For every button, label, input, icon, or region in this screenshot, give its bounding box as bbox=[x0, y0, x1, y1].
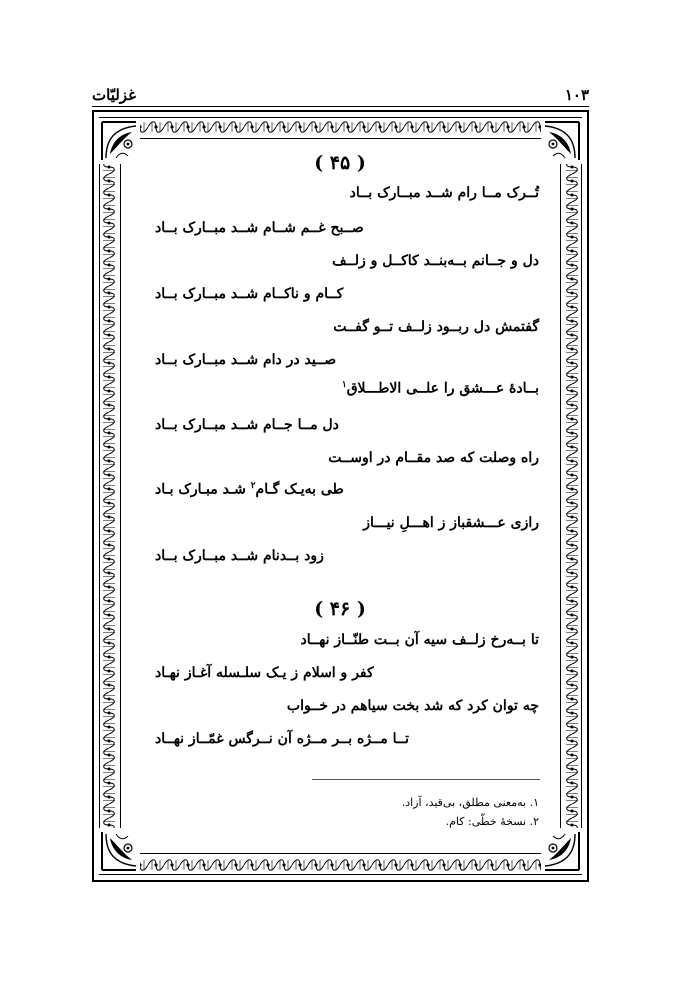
poem-46-line-4: تــا مــژه بــر مــژه آن نــرگس غمّــاز نهــاد bbox=[155, 731, 410, 747]
poem-45-title: ( ۴۵ ) bbox=[314, 152, 366, 174]
footnote-2: ۲. نسخهٔ خطّی: کام. bbox=[445, 815, 539, 828]
poem-46-line-1: تا بــه‌رخ زلــف سیه آن بــت طنّــاز نهــاد bbox=[300, 632, 539, 648]
corner-ornament-top-right bbox=[541, 118, 583, 164]
ornament-band-top bbox=[100, 118, 581, 136]
poem-45-line-10-part-b: شـد مبـارک بـاد bbox=[155, 481, 246, 498]
corner-ornament-bottom-right bbox=[541, 828, 583, 874]
header-rule bbox=[92, 106, 589, 107]
footnote-ref-2: ۲ bbox=[250, 481, 256, 491]
corner-ornament-bottom-left bbox=[98, 828, 140, 874]
poem-46-title: ( ۴۶ ) bbox=[314, 598, 366, 620]
poem-45-line-2: صــبح غــم شــام شــد مبــارک بــاد bbox=[155, 220, 364, 236]
footnote-ref-1: ۱ bbox=[341, 380, 347, 390]
ornament-band-right bbox=[563, 118, 581, 874]
poem-45-line-6: صــید در دام شــد مبــارک بــاد bbox=[155, 352, 337, 368]
poem-45-line-12: زود بــدنام شــد مبــارک بــاد bbox=[155, 548, 324, 564]
poem-45-line-4: کــام و ناکــام شــد مبــارک بــاد bbox=[155, 286, 344, 302]
footnote-rule bbox=[312, 779, 540, 780]
poem-45-line-5: گفتمش دل ربــود زلــف تــو گفــت bbox=[333, 319, 539, 335]
poem-45-line-1: تُــرک مــا رام شــد مبــارک بــاد bbox=[349, 185, 539, 201]
poem-45-line-7 bbox=[342, 380, 539, 397]
ornament-band-bottom bbox=[100, 856, 581, 874]
page-number: ۱۰۳ bbox=[564, 86, 589, 104]
poem-45-line-7-text: بــادهٔ عـــشق را علــی الاطـــلاق bbox=[346, 380, 539, 397]
poem-46-line-2: کفر و اسلام ز یـک سلـسله آغـاز نهـاد bbox=[155, 665, 374, 681]
corner-ornament-top-left bbox=[98, 118, 140, 164]
poem-45-line-11: رازی عـــشقباز ز اهـــلِ نیـــاز bbox=[363, 515, 539, 531]
running-header bbox=[92, 82, 589, 104]
poem-45-line-10 bbox=[155, 481, 344, 498]
ornament-band-left bbox=[100, 118, 118, 874]
poem-46-line-3: چه توان کرد که شد بخت سیاهم در خــواب bbox=[286, 698, 539, 714]
poem-45-line-3: دل و جــانم بــه‌بنــد کاکــل و زلــف bbox=[332, 253, 539, 269]
footnote-1: ۱. به‌معنی مطلق، بی‌قید، آزاد. bbox=[401, 796, 539, 809]
poem-45-line-9: راه وصلت که صد مقــام در اوســت bbox=[328, 450, 539, 466]
poem-45-line-8: دل مــا جــام شــد مبــارک بــاد bbox=[155, 417, 339, 433]
section-title: غزلیّات bbox=[92, 86, 136, 104]
poem-45-line-10-part-a: طی به‌یـک گـام bbox=[255, 481, 344, 498]
